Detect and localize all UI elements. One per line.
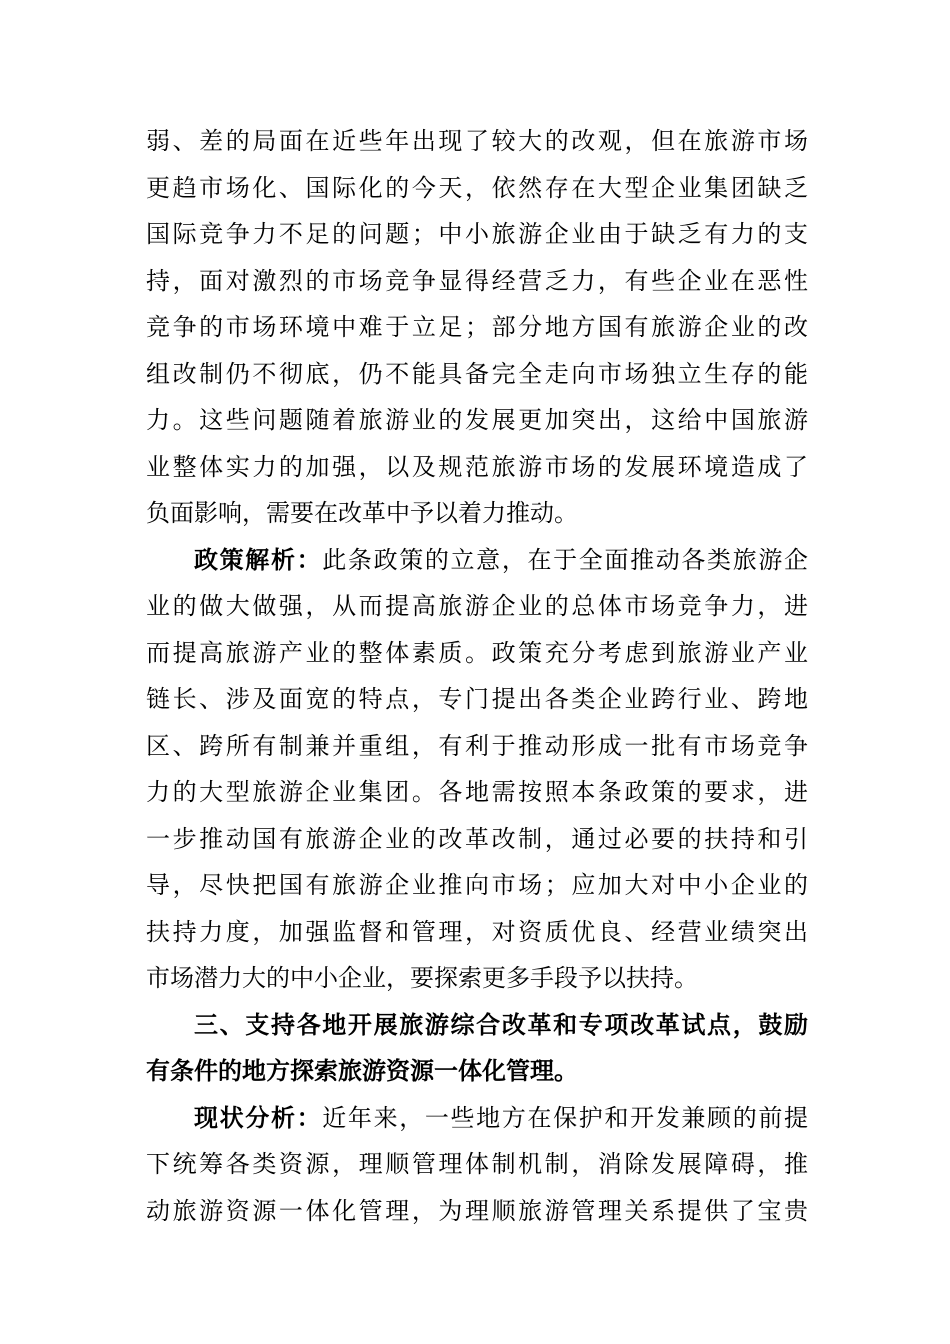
paragraph-lead-label: 现状分析：: [194, 1102, 323, 1132]
text-line: 力的大型旅游企业集团。各地需按照本条政策的要求，进: [146, 778, 808, 806]
heading-line: 三、支持各地开展旅游综合改革和专项改革试点，鼓励: [194, 1009, 808, 1039]
text-line-content: 此条政策的立意，在于全面推动各类旅游企: [322, 545, 809, 574]
paragraph-status-analysis: [146, 1095, 808, 1235]
text-line: 市场潜力大的中小企业，要探索更多手段予以扶持。: [146, 964, 698, 992]
text-line-content: 近年来，一些地方在保护和开发兼顾的前提: [322, 1103, 809, 1132]
text-line: 导，尽快把国有旅游企业推向市场；应加大对中小企业的: [146, 871, 808, 899]
text-line: 而提高旅游产业的整体素质。政策充分考虑到旅游业产业: [146, 638, 808, 667]
paragraph-lead-label: 政策解析：: [194, 544, 323, 574]
document-page: [146, 118, 808, 1234]
text-line: [146, 1095, 808, 1142]
text-line: 力。这些问题随着旅游业的发展更加突出，这给中国旅游: [146, 406, 808, 434]
text-line: [146, 537, 808, 584]
text-line: 更趋市场化、国际化的今天，依然存在大型企业集团缺乏: [146, 173, 808, 202]
text-line: 业的做大做强，从而提高旅游企业的总体市场竞争力，进: [146, 592, 808, 620]
paragraph-1: [146, 118, 808, 537]
text-line: 竞争的市场环境中难于立足；部分地方国有旅游企业的改: [146, 313, 808, 341]
text-line: 链长、涉及面宽的特点，专门提出各类企业跨行业、跨地: [146, 685, 808, 713]
text-line: 一步推动国有旅游企业的改革改制，通过必要的扶持和引: [146, 824, 808, 853]
text-line: 持，面对激烈的市场竞争显得经营乏力，有些企业在恶性: [146, 266, 808, 295]
paragraph-policy-analysis: [146, 537, 808, 1002]
text-line: 区、跨所有制兼并重组，有利于推动形成一批有市场竞争: [146, 731, 808, 760]
text-line: 组改制仍不彻底，仍不能具备完全走向市场独立生存的能: [146, 359, 808, 388]
text-line: 弱、差的局面在近些年出现了较大的改观，但在旅游市场: [146, 127, 808, 155]
text-line: 扶持力度，加强监督和管理，对资质优良、经营业绩突出: [146, 917, 808, 946]
text-line: 动旅游资源一体化管理，为理顺旅游管理关系提供了宝贵: [146, 1196, 808, 1225]
text-line: 业整体实力的加强，以及规范旅游市场的发展环境造成了: [146, 452, 808, 481]
section-heading: [146, 1002, 808, 1095]
heading-line: 有条件的地方探索旅游资源一体化管理。: [146, 1056, 578, 1085]
text-line: 下统筹各类资源，理顺管理体制机制，消除发展障碍，推: [146, 1150, 808, 1178]
text-line: 国际竞争力不足的问题；中小旅游企业由于缺乏有力的支: [146, 220, 808, 248]
text-line: 负面影响，需要在改革中予以着力推动。: [146, 499, 578, 527]
